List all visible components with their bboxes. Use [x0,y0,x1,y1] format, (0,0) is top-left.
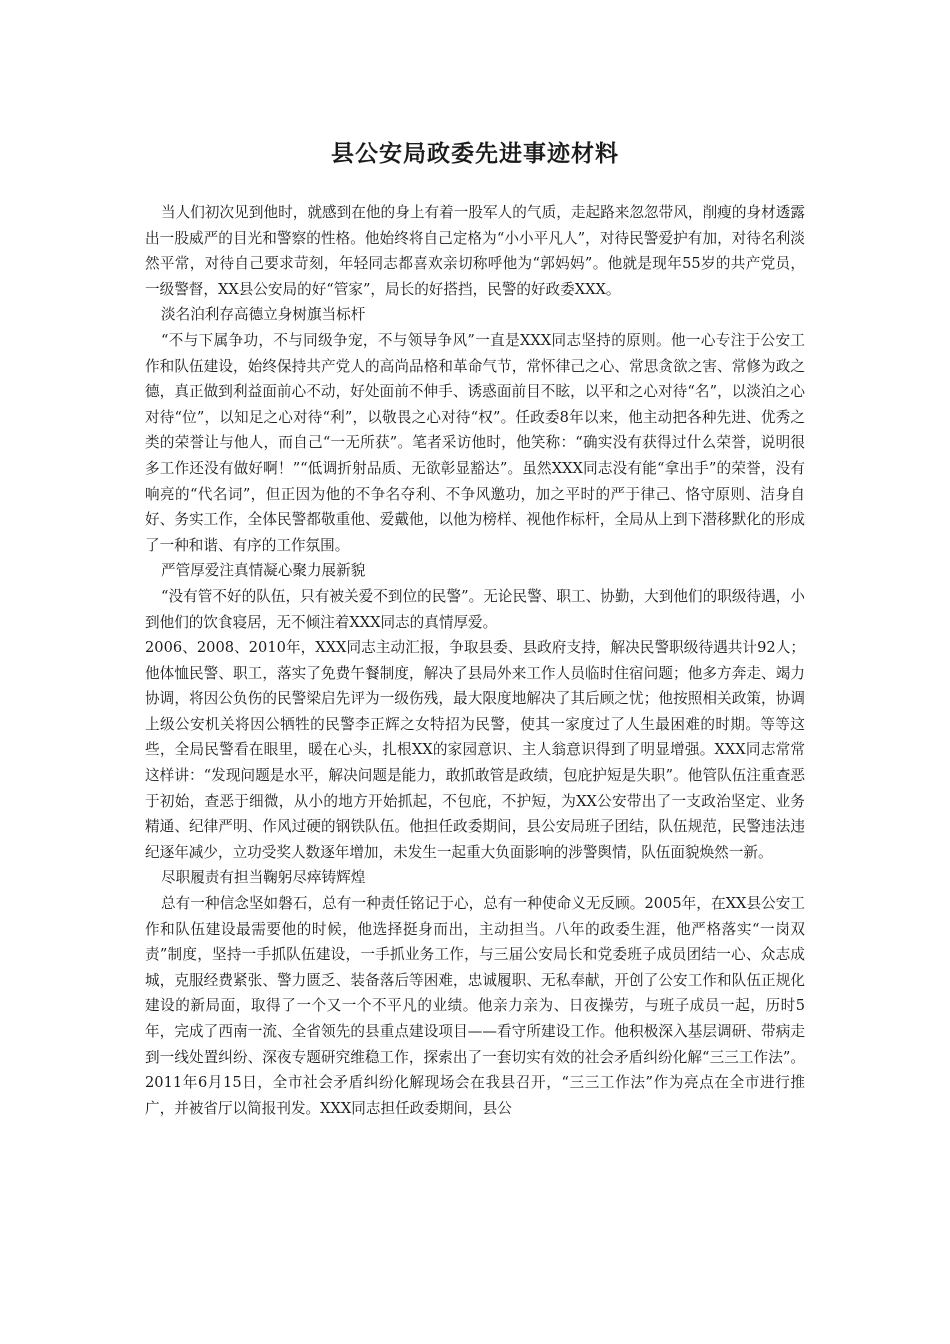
paragraph-section-1: “不与下属争功，不与同级争宠，不与领导争风”一直是XXX同志坚持的原则。他一心专注于公安工作和队伍建设，始终保持共产党人的高尚品格和革命气节，常怀律己之心、常思贪欲之害、常修为政之德，真正做到利益面前心不动，好处面前不伸手、诱惑面前目不眩，以平和之心对待“名”，以淡泊之心对待“位”，以知足之心对待“利”，以敬畏之心对待“权”。任政委8年以来，他主动把各种先进、优秀之类的荣誉让与他人，而自己“一无所获”。笔者采访他时，他笑称：“确实没有获得过什么荣誉，说明很多工作还没有做好啊！”“低调折射品质、无欲彰显豁达”。虽然XXX同志没有能“拿出手”的荣誉，没有响亮的“代名词”，但正因为他的不争名夺利、不争风邀功，加之平时的严于律己、恪守原则、洁身自好、务实工作，全体民警都敬重他、爱戴他，以他为榜样、视他作标杆，全局从上到下潜移默化的形成了一种和谐、有序的工作氛围。 [145,331,805,554]
paragraph-intro: 当人们初次见到他时，就感到在他的身上有着一股军人的气质，走起路来忽忽带风，削瘦的身材透露出一股威严的目光和警察的性格。他始终将自己定格为“小小平凡人”，对待民警爱护有加，对待名利淡然平常，对待自己要求苛刻，年轻同志都喜欢亲切称呼他为“郭妈妈”。他就是现年55岁的共产党员，一级警督，XX县公安局的好“管家”，局长的好搭挡，民警的好政委XXX。 [145,204,805,298]
section-heading-3: 尽职履责有担当鞠躬尽瘁铸辉煌 [161,869,366,887]
section-heading-2: 严管厚爱注真情凝心聚力展新貌 [161,562,366,580]
paragraph-section-3: 总有一种信念坚如磐石，总有一种责任铭记于心，总有一种使命义无反顾。2005年，在XX县公安工作和队伍建设最需要他的时候，他选择挺身而出，主动担当。八年的政委生涯，他严格落实“一岗双责”制度，坚持一手抓队伍建设，一手抓业务工作，与三届公安局长和党委班子成员团结一心、众志成城，克服经费紧张、警力匮乏、装备落后等困难，忠诚履职、无私奉献，开创了公安工作和队伍正规化建设的新局面，取得了一个又一个不平凡的业绩。他亲力亲为、日夜操劳，与班子成员一起，历时5年，完成了西南一流、全省领先的县重点建设项目——看守所建设工作。他积极深入基层调研、带病走到一线处置纠纷、深夜专题研究维稳工作，探索出了一套切实有效的社会矛盾纠纷化解“三三工作法”。2011年6月15日，全市社会矛盾纠纷化解现场会在我县召开，“三三工作法”作为亮点在全市进行推广，并被省厅以简报刊发。XXX同志担任政委期间，县公 [145,895,805,1117]
document-body [145,200,805,1121]
document-title: 县公安局政委先进事迹材料 [331,140,619,167]
paragraph-section-2b: 2006、2008、2010年，XXX同志主动汇报，争取县委、县政府支持，解决民警职级待遇共计92人；他体恤民警、职工，落实了免费午餐制度，解决了县局外来工作人员临时住宿问题；他多方奔走、竭力协调，将因公负伤的民警梁启先评为一级伤残，最大限度地解决了其后顾之忧；他按照相关政策，协调上级公安机关将因公牺牲的民警李正辉之女特招为民警，使其一家度过了人生最困难的时期。等等这些，全局民警看在眼里，暖在心头，扎根XX的家园意识、主人翁意识得到了明显增强。XXX同志常常这样讲：“发现问题是水平，解决问题是能力，敢抓敢管是政绩，包庇护短是失职”。他管队伍注重查恶于初始，查恶于细微，从小的地方开始抓起，不包庇，不护短，为XX公安带出了一支政治坚定、业务精通、纪律严明、作风过硬的钢铁队伍。他担任政委期间，县公安局班子团结，队伍规范，民警违法违纪逐年减少，立功受奖人数逐年增加，未发生一起重大负面影响的涉警舆情，队伍面貌焕然一新。 [145,639,805,861]
section-heading-1: 淡名泊利存高德立身树旗当标杆 [161,306,366,324]
paragraph-section-2a: “没有管不好的队伍，只有被关爱不到位的民警”。无论民警、职工、协勤，大到他们的职级待遇，小到他们的饮食寝居，无不倾注着XXX同志的真情厚爱。 [145,587,805,631]
document-page [145,0,805,1121]
